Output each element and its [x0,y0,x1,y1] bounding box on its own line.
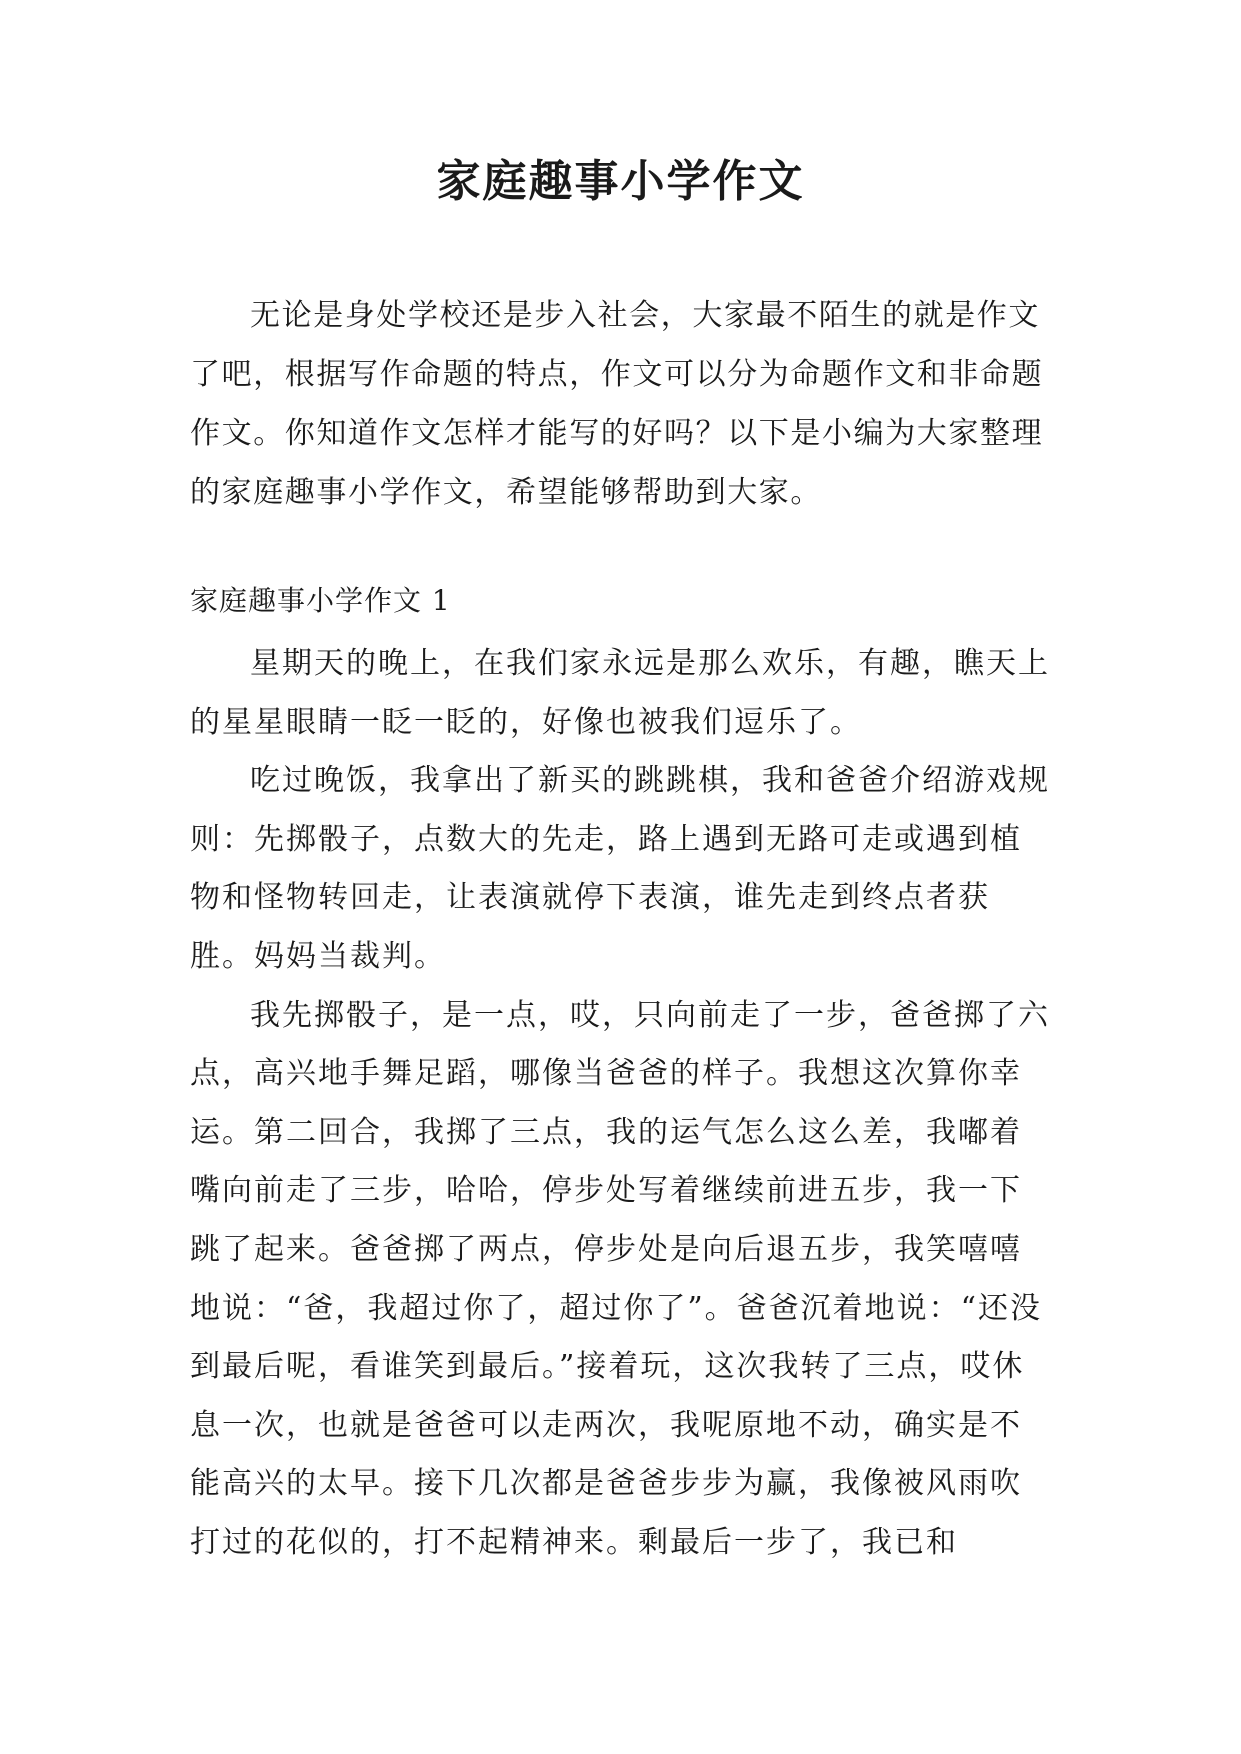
section-heading: 家庭趣事小学作文 1 [190,584,451,617]
body-paragraph: 我先掷骰子，是一点，哎，只向前走了一步，爸爸掷了六点，高兴地手舞足蹈，哪像当爸爸的样子。我想这次算你幸运。第二回合，我掷了三点，我的运气怎么这么差，我嘟着嘴向前走了三步，哈哈，停步处写着继续前进五步，我一下跳了起来。爸爸掷了两点，停步处是向后退五步，我笑嘻嘻地说：“爸，我超过你了，超过你了”。爸爸沉着地说：“还没到最后呢，看谁笑到最后。”接着玩，这次我转了三点，哎休息一次，也就是爸爸可以走两次，我呢原地不动，确实是不能高兴的太早。接下几次都是爸爸步步为赢，我像被风雨吹打过的花似的，打不起精神来。剩最后一步了，我已和 [190,997,1050,1560]
intro-paragraph: 无论是身处学校还是步入社会，大家最不陌生的就是作文了吧，根据写作命题的特点，作文可以分为命题作文和非命题作文。你知道作文怎样才能写的好吗？以下是小编为大家整理的家庭趣事小学作文，希望能够帮助到大家。 [190,298,1044,510]
body-paragraph: 吃过晚饭，我拿出了新买的跳跳棋，我和爸爸介绍游戏规则：先掷骰子，点数大的先走，路上遇到无路可走或遇到植物和怪物转回走，让表演就停下表演，谁先走到终点者获胜。妈妈当裁判。 [190,763,1050,974]
document-body [190,286,1050,1573]
body-paragraph: 星期天的晚上，在我们家永远是那么欢乐，有趣，瞧天上的星星眼睛一眨一眨的，好像也被我们逗乐了。 [190,646,1050,740]
document-title: 家庭趣事小学作文 [436,156,805,207]
